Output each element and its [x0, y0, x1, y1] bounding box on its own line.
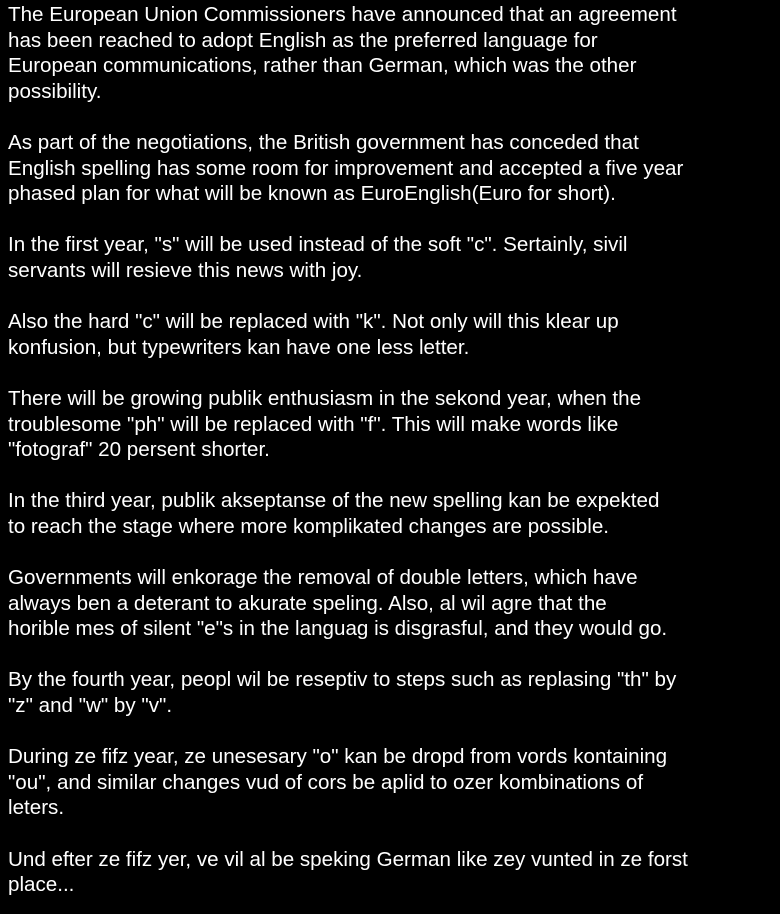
- paragraph-announcement: The European Union Commissioners have announced that an agreement has been reached to adopt English as the preferred language for European communications, rather than German, which was the other possibility.: [8, 3, 677, 103]
- paragraph-negotiations: As part of the negotiations, the British government has conceded that English spelling has some room for improvement and accepted a five year phased plan for what will be known as EuroEnglish(Euro for short).: [8, 130, 684, 206]
- paragraph-third-year: In the third year, publik akseptanse of the new spelling kan be expekted to reach the stage where more komplikated changes are possible.: [8, 489, 660, 538]
- paragraph-first-year: In the first year, "s" will be used instead of the soft "c". Sertainly, sivil servants will resieve this news with joy.: [8, 233, 628, 282]
- paragraph-fifth-year: During ze fifz year, ze unesesary "o" kan be dropd from vords kontaining "ou", and similar changes vud of cors be aplid to ozer kombinations of leters.: [8, 745, 668, 820]
- paragraph-hard-c: Also the hard "c" will be replaced with "k". Not only will this klear up konfusion, but typewriters kan have one less letter.: [8, 310, 619, 359]
- paragraph-conclusion: Und efter ze fifz yer, ve vil al be speking German like zey vunted in ze forst place...: [8, 847, 688, 897]
- paragraph-double-letters: Governments will enkorage the removal of double letters, which have always ben a deterant to akurate speling. Also, al wil agre that the horible mes of silent "e"s in the languag is disgrasful, and they would go.: [8, 566, 668, 641]
- paragraph-second-year: There will be growing publik enthusiasm in the sekond year, when the troublesome "ph" will be replaced with "f". This will make words like "fotograf" 20 persent shorter.: [8, 386, 642, 462]
- paragraph-fourth-year: By the fourth year, peopl wil be reseptiv to steps such as replasing "th" by "z" and "w" by "v".: [8, 668, 677, 718]
